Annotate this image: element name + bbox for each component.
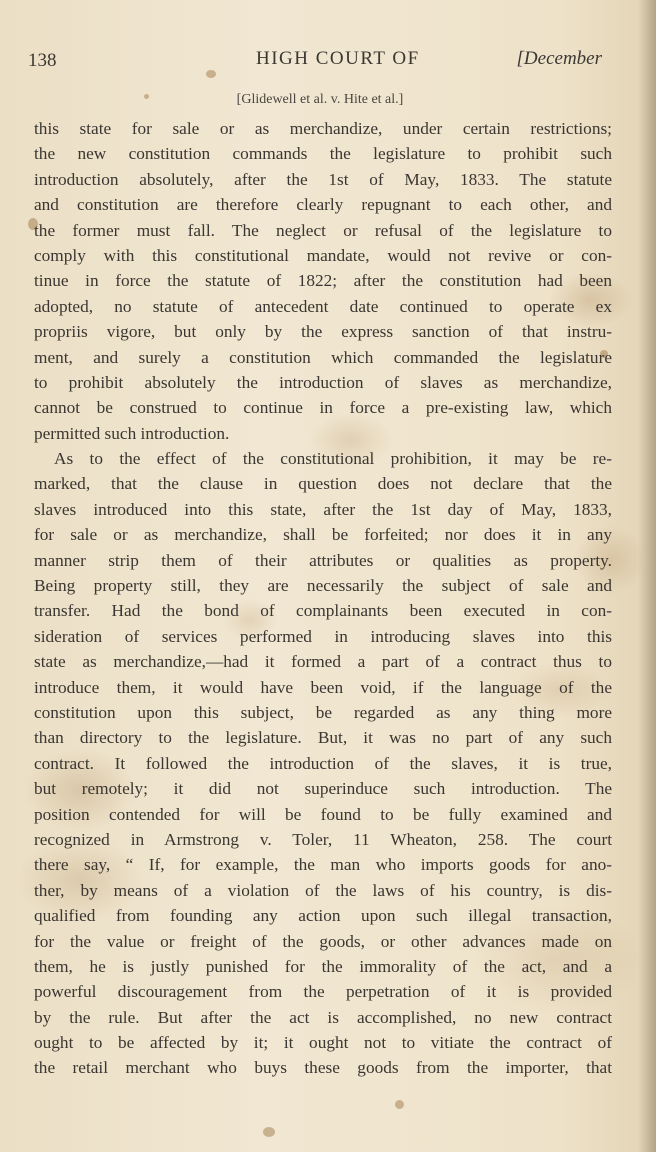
text-line: tinue in force the statute of 1822; after the constitution had been [34, 271, 612, 291]
header-date: [December [516, 48, 602, 69]
text-line: As to the effect of the constitutional prohibition, it may be re- [54, 449, 612, 469]
text-line: propriis vigore, but only by the express sanction of that instru- [34, 322, 612, 342]
text-line: Being property still, they are necessarily the subject of sale and [34, 576, 612, 596]
text-line: marked, that the clause in question does not declare that the [34, 474, 612, 494]
case-caption: [Glidewell et al. v. Hite et al.] [236, 92, 404, 107]
foxing-spot [395, 1100, 404, 1109]
text-line: manner strip them of their attributes or qualities as property. [34, 550, 612, 570]
text-line: but remotely; it did not superinduce such introduction. The [34, 779, 612, 799]
text-line: ment, and surely a constitution which commanded the legislature [34, 347, 612, 367]
text-line: for sale or as merchandize, shall be forfeited; nor does it in any [34, 525, 612, 545]
text-line: introduce them, it would have been void, if the language of the [34, 677, 612, 697]
text-line: transfer. Had the bond of complainants been executed in con- [34, 601, 612, 621]
text-line: comply with this constitutional mandate, would not revive or con- [34, 245, 612, 265]
text-line: constitution upon this subject, be regarded as any thing more [34, 702, 612, 722]
text-line: adopted, no statute of antecedent date continued to operate ex [34, 296, 612, 316]
text-line: this state for sale or as merchandize, under certain restrictions; [34, 119, 612, 138]
text-line: by the rule. But after the act is accomplished, no new contract [34, 1007, 612, 1027]
text-line: and constitution are therefore clearly repugnant to each other, and [34, 195, 612, 215]
text-line: cannot be construed to continue in force a pre-existing law, which [34, 398, 612, 418]
foxing-spot [263, 1127, 275, 1137]
page-number: 138 [28, 50, 57, 71]
text-line: recognized in Armstrong v. Toler, 11 Wheaton, 258. The court [34, 829, 612, 849]
text-line: sideration of services performed in introducing slaves into this [34, 626, 612, 646]
text-line: contract. It followed the introduction of the slaves, it is true, [34, 753, 612, 773]
binding-gutter-shadow [638, 0, 656, 1152]
text-line: for the value or freight of the goods, or other advances made on [34, 931, 612, 951]
running-title: HIGH COURT OF [256, 48, 420, 69]
text-line: to prohibit absolutely the introduction of slaves as merchandize, [34, 372, 612, 392]
text-line: position contended for will be found to be fully examined and [34, 804, 612, 824]
text-line: the new constitution commands the legislature to prohibit such [34, 144, 612, 164]
text-line: introduction absolutely, after the 1st of May, 1833. The statute [34, 169, 612, 189]
text-line: the former must fall. The neglect or refusal of the legislature to [34, 220, 612, 240]
text-line: permitted such introduction. [34, 423, 230, 443]
text-line: them, he is justly punished for the immorality of the act, and a [34, 956, 612, 976]
text-line: than directory to the legislature. But, it was no part of any such [34, 728, 612, 748]
text-line: ought to be affected by it; it ought not to vitiate the contract of [34, 1033, 612, 1053]
text-line: ther, by means of a violation of the laws of his country, is dis- [34, 880, 612, 900]
body-text [34, 116, 612, 1081]
text-line: state as merchandize,—had it formed a part of a contract thus to [34, 652, 612, 672]
text-line: slaves introduced into this state, after the 1st day of May, 1833, [34, 499, 612, 519]
text-line: powerful discouragement from the perpetration of it is provided [34, 982, 612, 1002]
page-header [28, 46, 602, 76]
text-line: the retail merchant who buys these goods from the importer, that [34, 1058, 612, 1078]
text-line: there say, “ If, for example, the man who imports goods for ano- [34, 855, 612, 875]
text-line: qualified from founding any action upon such illegal transaction, [34, 906, 612, 926]
